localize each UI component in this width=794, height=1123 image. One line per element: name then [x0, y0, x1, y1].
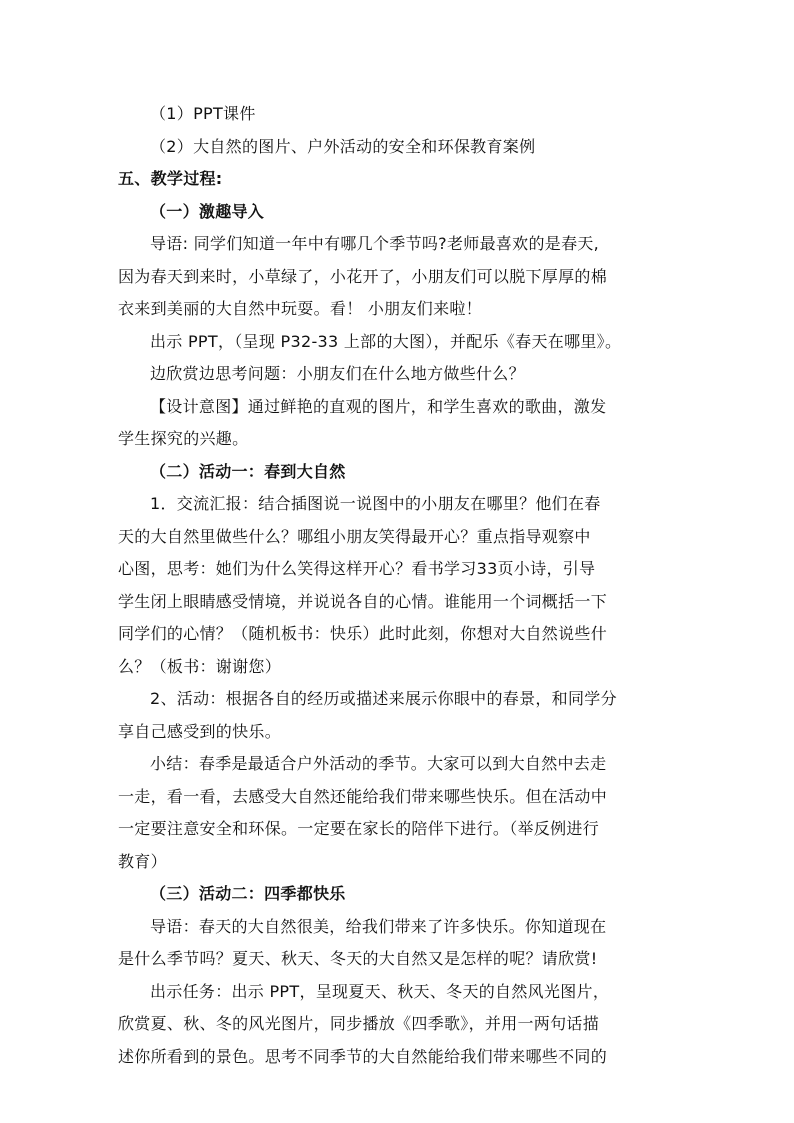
- paragraph-line: 小结：春季是最适合户外活动的季节。大家可以到大自然中去走: [150, 754, 607, 773]
- paragraph-line: 述你所看到的景色。思考不同季节的大自然能给我们带来哪些不同的: [118, 1046, 608, 1066]
- paragraph-line: 衣来到美丽的大自然中玩耍。看！ 小朋友们来啦！: [118, 299, 482, 318]
- subsection-heading-intro: （一）激趣导入: [150, 201, 265, 221]
- section-heading-teaching-process: 五、教学过程:: [118, 169, 223, 188]
- paragraph-line: 一定要注意安全和环保。一定要在家长的陪伴下进行。（举反例进行: [118, 819, 600, 838]
- paragraph-line: 一走，看一看，去感受大自然还能给我们带来哪些快乐。但在活动中: [118, 786, 608, 806]
- paragraph-line: 心图，思考：她们为什么笑得这样开心？看书学习33页小诗，引导: [118, 559, 596, 578]
- paragraph-line: 因为春天到来时，小草绿了，小花开了，小朋友们可以脱下厚厚的棉: [118, 266, 608, 286]
- paragraph-line: 【设计意图】通过鲜艳的直观的图片，和学生喜欢的歌曲，激发: [150, 396, 607, 416]
- subsection-heading-activity-2: （三）活动二：四季都快乐: [150, 884, 346, 903]
- material-item-1: （1）PPT课件: [150, 104, 256, 123]
- document-body: [118, 98, 678, 1073]
- paragraph-line: 享自己感受到的快乐。: [118, 721, 282, 741]
- paragraph-line: 出示任务：出示 PPT，呈现夏天、秋天、冬天的自然风光图片，: [150, 981, 610, 1001]
- paragraph-line: 是什么季节吗？夏天、秋天、冬天的大自然又是怎样的呢？请欣赏!: [118, 949, 598, 968]
- material-item-2: （2）大自然的图片、户外活动的安全和环保教育案例: [150, 136, 536, 156]
- paragraph-line: 么？（板书：谢谢您）: [118, 656, 282, 676]
- paragraph-line: 学生闭上眼睛感受情境，并说说各自的心情。谁能用一个词概括一下: [118, 591, 608, 611]
- paragraph-line: 同学们的心情？（随机板书：快乐）此时此刻，你想对大自然说些什: [118, 624, 608, 643]
- paragraph-line: 边欣赏边思考问题：小朋友们在什么地方做些什么？: [150, 364, 525, 383]
- paragraph-line: 2、活动：根据各自的经历或描述来展示你眼中的春景，和同学分: [150, 689, 617, 708]
- paragraph-line: 天的大自然里做些什么？哪组小朋友笑得最开心？重点指导观察中: [118, 526, 591, 546]
- paragraph-line: 1．交流汇报：结合插图说一说图中的小朋友在哪里？他们在春: [150, 494, 601, 513]
- subsection-heading-activity-1: （二）活动一：春到大自然: [150, 461, 346, 481]
- paragraph-line: 欣赏夏、秋、冬的风光图片，同步播放《四季歌》，并用一两句话描: [118, 1014, 600, 1033]
- paragraph-line: 出示 PPT，（呈现 P32-33 上部的大图），并配乐《春天在哪里》。: [150, 331, 622, 351]
- paragraph-line: 导语: 同学们知道一年中有哪几个季节吗?老师最喜欢的是春天,: [150, 234, 600, 253]
- paragraph-line: 学生探究的兴趣。: [118, 429, 249, 448]
- paragraph-line: 教育）: [118, 851, 167, 871]
- paragraph-line: 导语：春天的大自然很美，给我们带来了许多快乐。你知道现在: [150, 916, 607, 936]
